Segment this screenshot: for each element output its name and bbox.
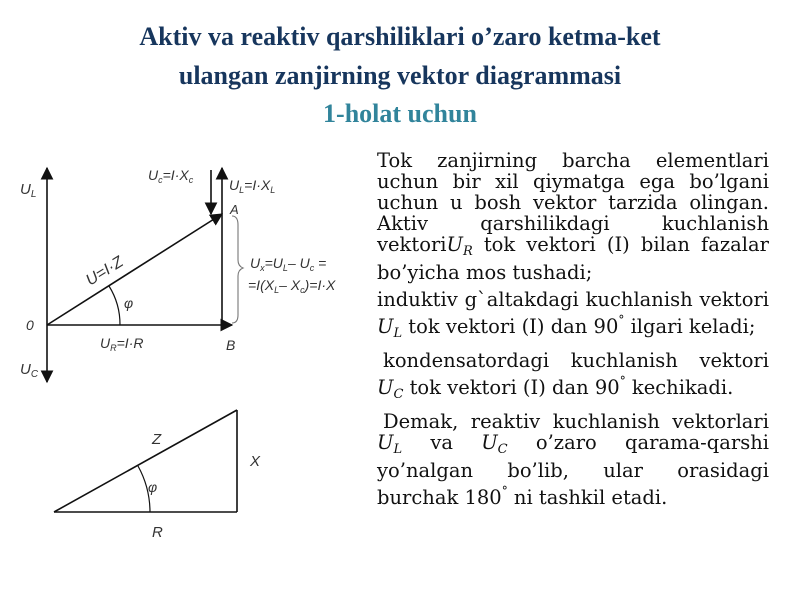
vector-diagram [0,150,360,390]
label-UR: $U_R=I\cdot R$ [100,335,144,353]
label-origin: 0 [26,317,34,333]
label-UL-IXL: $U_L=I\cdot X_L$ [229,177,276,195]
triangle-label-R: R [152,524,163,541]
title-line-2: ulangan zanjirning vektor diagrammasi [178,61,622,90]
title-line-1: Aktiv va reaktiv qarshiliklari o’zaro ketma-ket [139,22,661,51]
triangle-label-X: X [250,453,261,470]
label-UC: $U_C$ [20,361,39,380]
paragraph-1: Tok zanjirning barcha elementlari uchun bir xil qiymatga ega bo’lgani uchun u bosh vektor tarzida olingan. Aktiv qarshilikdagi kuchlanish vektoriU$_R$ tok vektori (I) bilan fazalar bo’yicha mos tushadi; [377,149,769,284]
brace [232,216,243,323]
label-Ux-line1: $U_x=U_L-$ $U_c$ = [250,255,327,273]
vector-U [47,214,222,325]
paragraph-2: induktiv g`altakdagi kuchlanish vektori $U_L$ tok vektori (I) dan 90° ilgari keladi; [377,288,769,341]
label-A: A [230,202,239,217]
label-Ux-line2: $=I(X_L-$ $X_c)=I\cdot X$ [248,277,336,295]
paragraph-4: Demak, reaktiv kuchlanish vektorlari $U_L$ va $U_C$ o’zaro qarama-qarshi yo’nalgan bo’lib, ular orasidagi burchak 180° ni tashkil etadi. [377,410,769,509]
label-UL: $U_L$ [20,181,37,200]
label-phi: φ [124,295,134,311]
label-UC-IXc: $U_c=I\cdot X_c$ [148,167,194,185]
impedance-triangle [40,400,300,560]
title-line-3: 1-holat uchun [323,99,477,128]
body-text [377,150,769,514]
label-U: U=I·Z [83,253,127,290]
paragraph-3: kondensatordagi kuchlanish vektori $U_C$ tok vektori (I) dan 90° kechikadi. [377,349,769,402]
label-B: B [226,337,236,353]
triangle-label-phi: φ [148,479,158,495]
triangle-label-Z: Z [152,431,162,448]
phi-arc [109,286,120,325]
